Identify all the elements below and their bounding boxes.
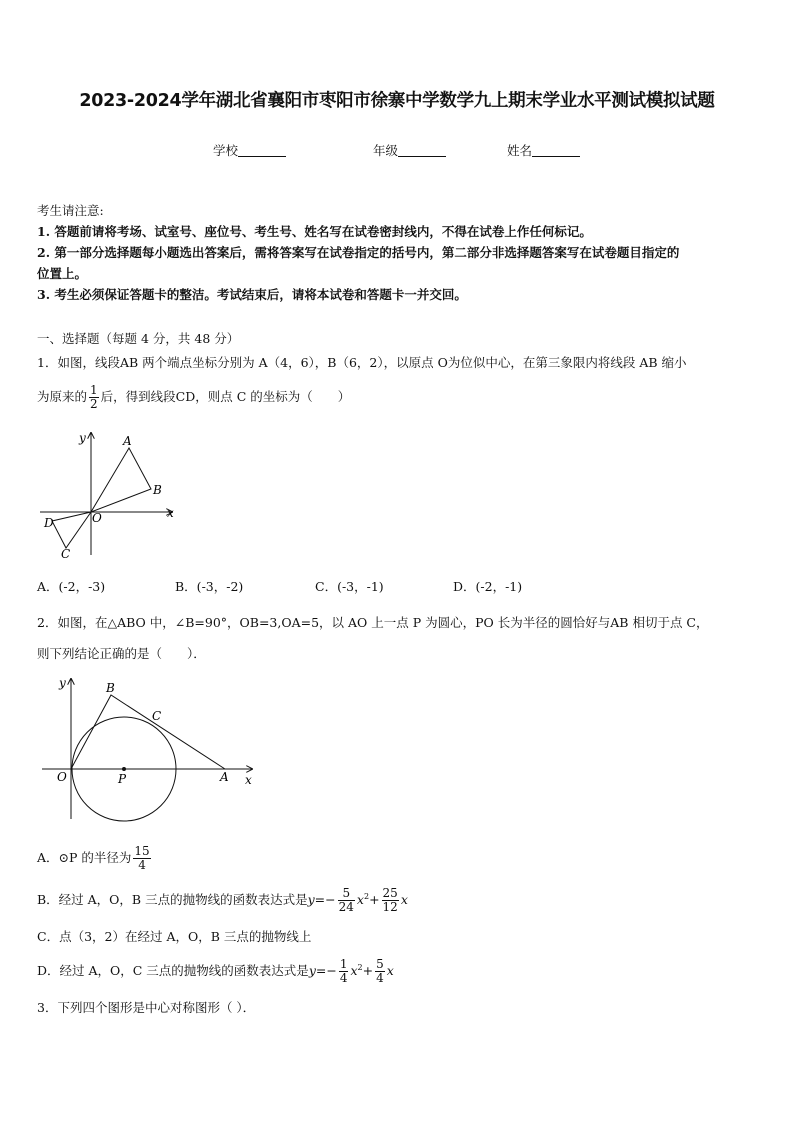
q1-label-y: y — [79, 431, 86, 445]
q1-label-c: C — [61, 547, 71, 561]
notice-item: 2. 第一部分选择题每小题选出答案后，需将答案写在试卷指定的括号内，第二部分非选择题答案写在试卷题目指定的 — [37, 245, 680, 260]
q2-option-d-y: y — [308, 963, 316, 979]
q1-option-b[interactable]: B．(-3，-2) — [175, 579, 244, 594]
q2-option-b-x2: x — [356, 892, 364, 908]
section-heading: 一、选择题（每题 4 分，共 48 分） — [37, 331, 240, 346]
q2-option-d-d2: 4 — [376, 971, 384, 986]
q2-label-a: A — [220, 770, 229, 784]
q2-option-d[interactable] — [37, 950, 394, 989]
notice-item: 1. 答题前请将考场、试室号、座位号、考生号、姓名写在试卷密封线内，不得在试卷上作任何标记。 — [37, 224, 592, 239]
q1-option-a[interactable]: A．(-2，-3) — [37, 579, 106, 594]
q1-fraction-num: 1 — [90, 383, 98, 397]
q2-option-a-fraction — [133, 845, 150, 872]
grade-label: 年级 — [373, 143, 399, 158]
q2-option-b-d1: 24 — [338, 900, 354, 915]
q1-fraction-den: 2 — [90, 397, 98, 411]
school-label: 学校 — [213, 143, 239, 158]
q2-option-d-x2: x — [350, 963, 358, 979]
q2-option-d-n2: 5 — [376, 957, 384, 972]
q2-triangle-abo — [71, 695, 225, 769]
q2-option-b[interactable] — [37, 879, 408, 918]
q1-label-d: D — [44, 516, 54, 530]
q2-option-b-y: y — [307, 892, 315, 908]
q1-triangle-ocd — [52, 512, 91, 548]
q2-label-b: B — [106, 681, 115, 695]
q3-text: 3．下列四个图形是中心对称图形（ ）． — [37, 1000, 256, 1015]
q1-label-a: A — [123, 434, 132, 448]
name-field[interactable] — [507, 141, 580, 159]
q2-option-b-sq: 2 — [363, 892, 370, 901]
q2-option-b-x: x — [400, 892, 408, 908]
q2-label-x: x — [245, 773, 252, 787]
q1-text-line1: 1．如图，线段AB 两个端点坐标分别为 A（4，6），B（6，2），以原点 O为位似中心，在第三象限内将线段 AB 缩小 — [37, 355, 687, 370]
name-blank[interactable] — [532, 143, 580, 157]
q1-label-b: B — [153, 483, 162, 497]
q1-figure — [36, 425, 186, 565]
q2-label-c: C — [152, 709, 162, 723]
q2-figure — [38, 673, 260, 823]
notice-item: 3. 考生必须保证答题卡的整洁。考试结束后，请将本试卷和答题卡一并交回。 — [37, 287, 467, 302]
q1-label-x: x — [167, 506, 174, 520]
q2-option-d-frac1 — [339, 958, 349, 985]
q2-option-a[interactable] — [37, 840, 153, 876]
school-blank[interactable] — [238, 143, 286, 157]
q2-option-b-plus: + — [369, 892, 380, 908]
q1-text-post: 后，得到线段CD，则点 C 的坐标为（ ） — [100, 389, 351, 404]
q2-label-o: O — [57, 770, 67, 784]
q1-text-pre: 为原来的 — [37, 389, 88, 404]
q2-option-b-n1: 5 — [338, 887, 355, 901]
q2-option-a-text: A．⊙P 的半径为 — [37, 850, 132, 865]
q1-text-line2 — [37, 382, 350, 412]
q2-label-y: y — [59, 676, 66, 690]
notice-item: 位置上。 — [37, 266, 88, 281]
q2-text-line2: 则下列结论正确的是（ ）． — [37, 646, 206, 661]
q2-option-b-frac1 — [338, 887, 355, 914]
q2-label-p: P — [118, 772, 127, 786]
grade-blank[interactable] — [398, 143, 446, 157]
q2-option-d-text: D．经过 A，O，C 三点的抛物线的函数表达式是 — [37, 963, 309, 979]
q2-option-b-d2: 12 — [382, 900, 398, 915]
q2-option-b-n2: 25 — [382, 886, 398, 901]
q2-point-p — [122, 767, 126, 771]
q2-option-d-n1: 1 — [339, 957, 348, 972]
q2-option-a-num: 15 — [134, 844, 150, 858]
q2-option-c[interactable]: C．点（3，2）在经过 A，O，B 三点的抛物线上 — [37, 929, 312, 944]
q2-option-d-eq: =− — [315, 963, 337, 979]
q1-fraction — [89, 384, 99, 411]
exam-title: 2023-2024学年湖北省襄阳市枣阳市徐寨中学数学九上期末学业水平测试模拟试题 — [79, 91, 715, 111]
q2-option-a-den: 4 — [138, 858, 146, 872]
q2-option-b-frac2 — [382, 887, 399, 914]
school-field[interactable] — [213, 141, 286, 159]
grade-field[interactable] — [373, 141, 446, 159]
q1-triangle-oab — [91, 448, 151, 512]
q2-option-d-d1: 4 — [339, 971, 348, 986]
q2-option-d-sq: 2 — [357, 963, 363, 972]
q2-option-d-x: x — [386, 963, 394, 979]
q2-option-b-eq: =− — [314, 892, 336, 908]
q1-option-c[interactable]: C．(-3，-1) — [315, 579, 384, 594]
q2-option-b-text: B．经过 A，O，B 三点的抛物线的函数表达式是 — [37, 892, 308, 908]
q2-option-d-frac2 — [375, 958, 385, 985]
q2-text-line1: 2．如图，在△ABO 中，∠B=90°，OB=3,OA=5，以 AO 上一点 P 为圆心，PO 长为半径的圆恰好与AB 相切于点 C， — [37, 615, 709, 630]
q1-option-d[interactable]: D．(-2，-1) — [453, 579, 523, 594]
q1-label-o: O — [92, 511, 102, 525]
q2-option-d-plus: + — [362, 963, 374, 979]
name-label: 姓名 — [507, 143, 533, 158]
notice-heading: 考生请注意: — [37, 203, 104, 218]
